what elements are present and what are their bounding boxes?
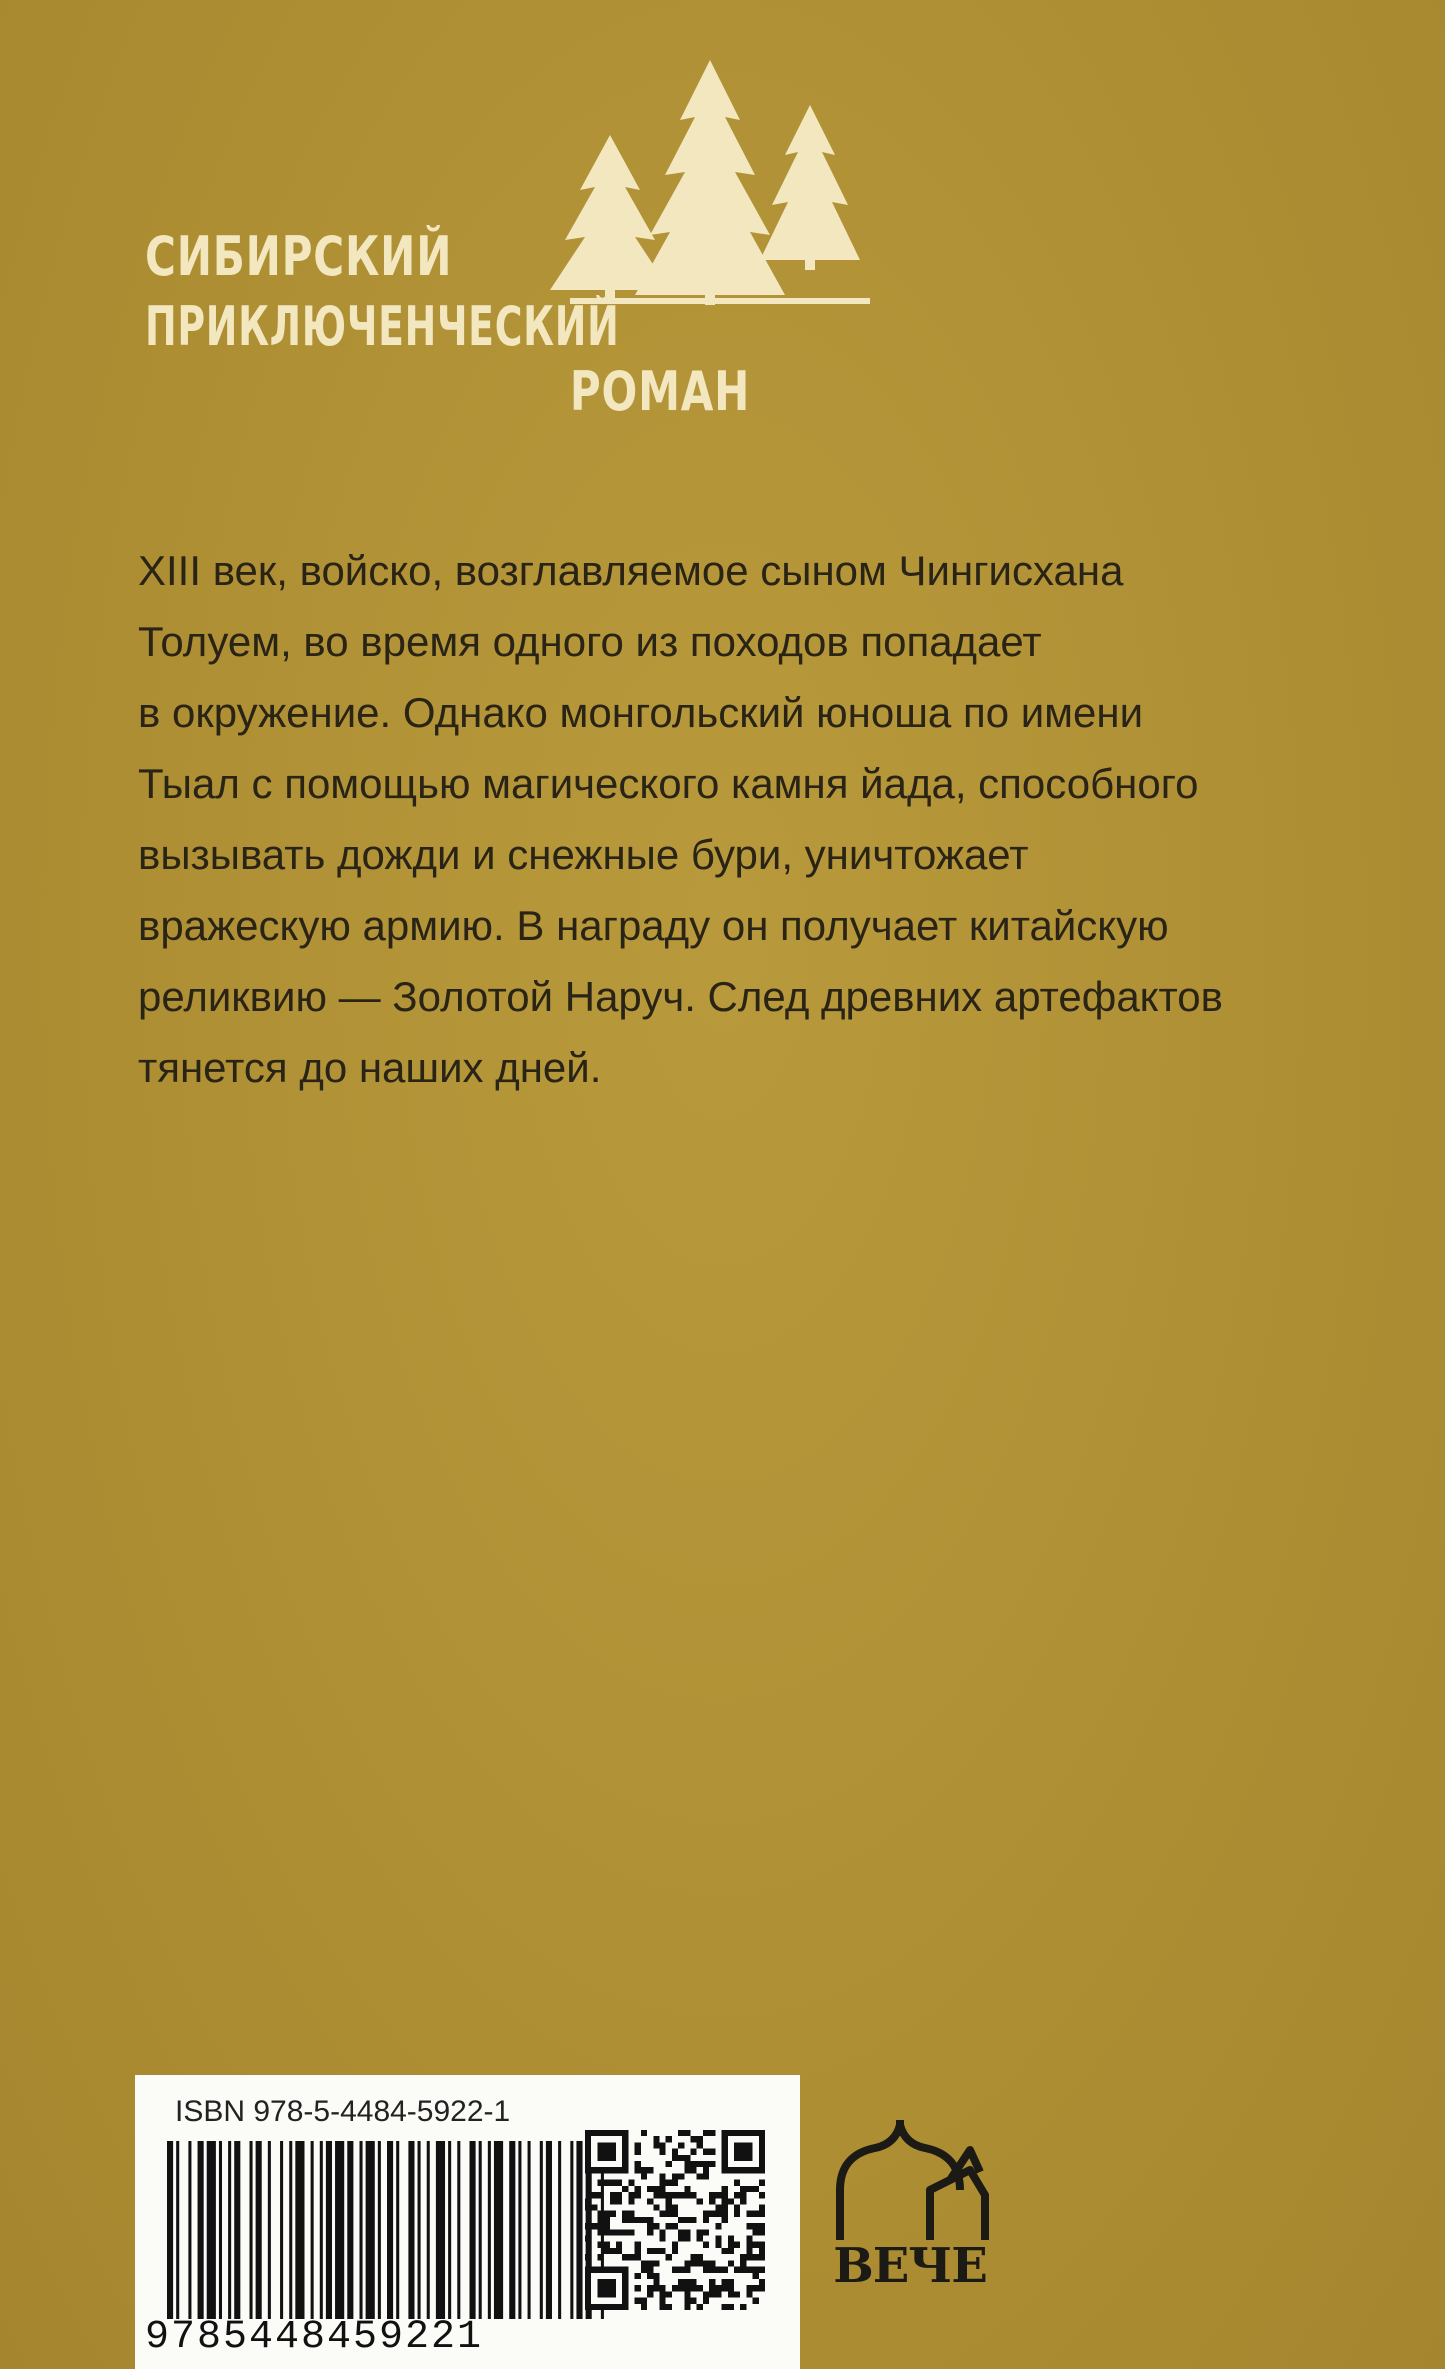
qr-code [585, 2130, 765, 2310]
publisher-emblem-icon [820, 2120, 1000, 2250]
barcode-panel [135, 2075, 800, 2369]
book-annotation: XIII век, войско, возглавляемое сыном Чингисхана Толуем, во время одного из походов попадает в окружение. Однако монгольский юноша по имени Тыал с помощью магического камня йада, способного вызывать дожди и снежные бури, уничтожает вражескую армию. В награду он получает китайскую реликвию — Золотой Наруч. След древних артефактов тянется до наших дней. [138, 547, 1223, 1091]
fir-trees-icon [510, 55, 910, 305]
ean-digits: 9785448459221 [145, 2315, 484, 2360]
ean-barcode [167, 2141, 607, 2319]
series-title-line-3: РОМАН [569, 360, 750, 423]
publisher-logo [820, 2120, 1010, 2300]
isbn-label: ISBN 978-5-4484-5922-1 [175, 2095, 511, 2128]
series-title-line-2: ПРИКЛЮЧЕНЧЕСКИЙ [145, 295, 620, 358]
series-title-line-1: СИБИРСКИЙ [145, 225, 453, 288]
series-logo [140, 55, 780, 425]
publisher-name: ВЕЧЕ [833, 2238, 987, 2294]
